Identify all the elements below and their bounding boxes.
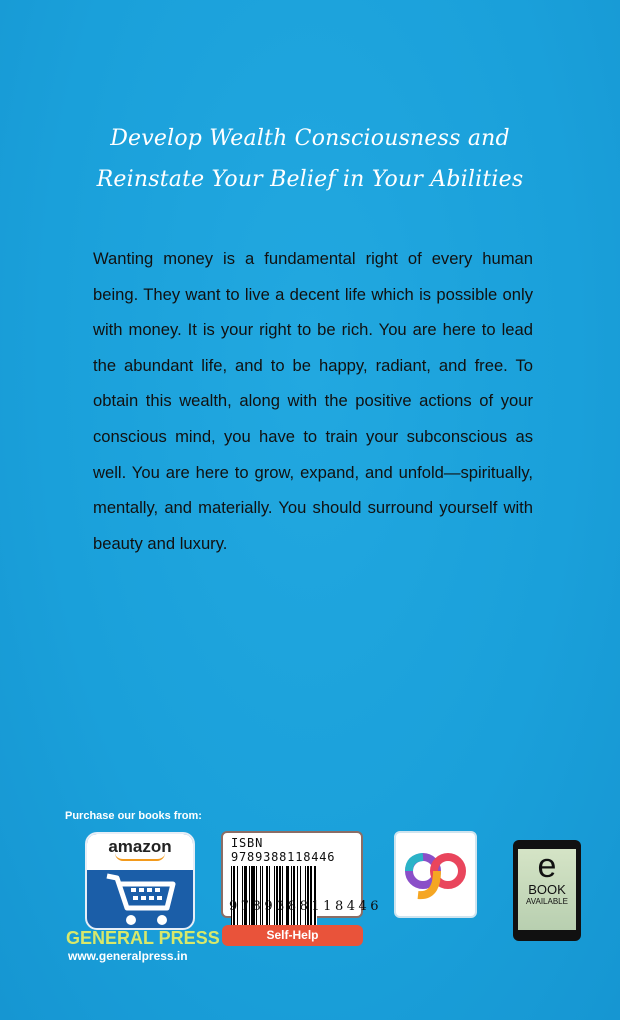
tagline-line-1: Develop Wealth Consciousness and xyxy=(110,126,510,151)
shopping-cart-icon xyxy=(87,870,193,930)
blurb-line: Wanting money is a fundamental right of every human xyxy=(93,249,533,268)
blurb xyxy=(93,241,533,561)
blurb-line: beauty and luxury. xyxy=(93,533,228,553)
blurb-line: the abundant life, and to be happy, radiant, and free. To xyxy=(93,355,533,375)
publisher-url[interactable]: www.generalpress.in xyxy=(68,949,188,963)
barcode-number: 9789388118446 xyxy=(229,899,383,914)
blurb-line: obtain this wealth, along with the positive actions of your xyxy=(93,391,533,411)
gp-logo-icon xyxy=(396,833,475,916)
isbn-label: ISBN 9789388118446 xyxy=(231,836,336,864)
purchase-label: Purchase our books from: xyxy=(65,810,202,822)
blurb-line: conscious mind, you have to train your subconscious as xyxy=(93,426,533,446)
blurb-line: mentally, and materially. You should surround yourself with xyxy=(93,498,533,518)
barcode-bar xyxy=(316,866,317,926)
ebook-line-1: BOOK xyxy=(528,882,566,897)
blurb-line: being. They want to live a decent life which is possible only xyxy=(93,284,533,304)
ebook-letter: e xyxy=(537,847,557,885)
ebook-tablet-icon xyxy=(513,840,581,941)
amazon-wordmark: amazon xyxy=(108,837,172,856)
amazon-app-icon[interactable] xyxy=(85,832,195,930)
blurb-line: with money. It is your right to be rich. You are here to lead xyxy=(93,320,533,340)
ebook-line-2: AVAILABLE xyxy=(526,897,568,906)
publisher-name: GENERAL PRESS xyxy=(66,928,220,948)
isbn-barcode xyxy=(221,831,383,918)
blurb-line: well. You are here to grow, expand, and unfold—spiritually, xyxy=(93,462,533,482)
barcode-bars xyxy=(231,866,353,926)
tagline xyxy=(0,118,620,200)
general-press-logo[interactable] xyxy=(394,831,477,918)
category-badge: Self-Help xyxy=(222,925,363,946)
tagline-line-2: Reinstate Your Belief in Your Abilities xyxy=(96,167,524,192)
